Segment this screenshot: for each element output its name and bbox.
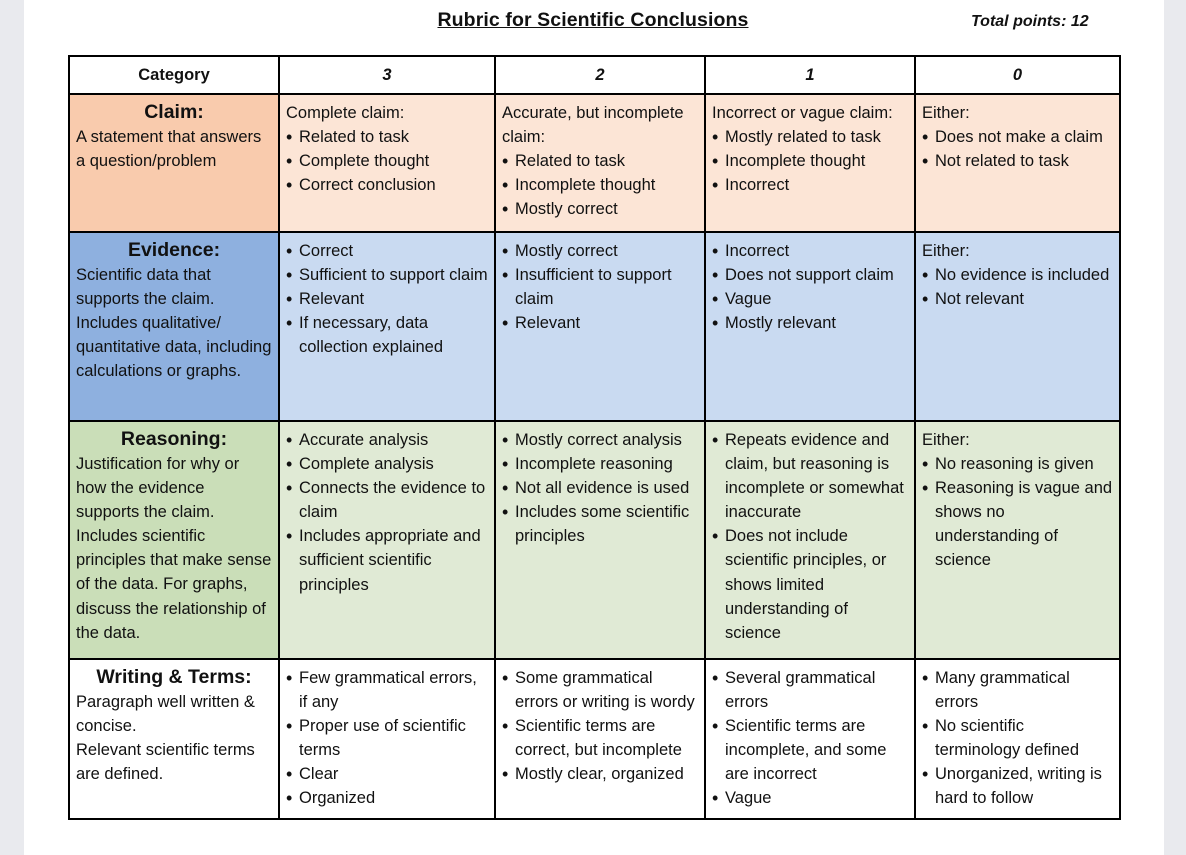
criteria-list <box>286 428 488 597</box>
category-description: Justification for why or how the evidence supports the claim. Includes scientific principles that make sense of the data. For graphs, discuss the relationship of the data. <box>76 455 272 642</box>
criteria-bullet: • Many grammatical errors <box>922 666 1113 714</box>
criteria-bullet: • Relevant <box>286 287 488 311</box>
criteria-cell-score-2 <box>495 94 705 232</box>
category-description: Scientific data that supports the claim. Includes qualitative/ quantitative data, including calculations or graphs. <box>76 266 272 381</box>
document-title: Rubric for Scientific Conclusions <box>437 9 749 31</box>
criteria-lead: Complete claim: <box>286 104 405 122</box>
category-title: Writing & Terms: <box>96 666 252 688</box>
criteria-bullet: • Scientific terms are incomplete, and some are incorrect <box>712 714 908 786</box>
criteria-cell-score-3 <box>279 232 495 421</box>
criteria-list <box>286 666 488 811</box>
criteria-cell-score-2 <box>495 232 705 421</box>
criteria-cell-score-1 <box>705 232 915 421</box>
criteria-cell-score-1 <box>705 659 915 819</box>
criteria-cell-score-3 <box>279 659 495 819</box>
criteria-list <box>922 666 1113 811</box>
criteria-bullet: • Includes some scientific principles <box>502 500 698 548</box>
criteria-cell-score-3 <box>279 94 495 232</box>
criteria-list <box>502 149 698 221</box>
criteria-bullet: • Clear <box>286 762 488 786</box>
criteria-bullet: • Insufficient to support claim <box>502 263 698 311</box>
criteria-list <box>922 452 1113 572</box>
total-points: Total points: 12 <box>971 13 1089 30</box>
criteria-bullet: • Incorrect <box>712 173 908 197</box>
criteria-list <box>502 666 698 786</box>
criteria-cell-score-3 <box>279 421 495 659</box>
criteria-bullet: • Mostly correct <box>502 239 698 263</box>
header-score-3: 3 <box>279 56 495 94</box>
criteria-bullet: • Scientific terms are correct, but incomplete <box>502 714 698 762</box>
criteria-list <box>286 239 488 359</box>
header-score-0: 0 <box>915 56 1120 94</box>
criteria-list <box>502 428 698 548</box>
criteria-cell-score-0 <box>915 94 1120 232</box>
category-description: Paragraph well written & concise. Relevant scientific terms are defined. <box>76 693 255 784</box>
category-title: Claim: <box>144 101 204 123</box>
criteria-bullet: • Complete analysis <box>286 452 488 476</box>
criteria-bullet: • Not related to task <box>922 149 1113 173</box>
rubric-row-claim <box>69 94 1120 232</box>
criteria-bullet: • Not relevant <box>922 287 1113 311</box>
criteria-bullet: • No reasoning is given <box>922 452 1113 476</box>
criteria-bullet: • Mostly correct analysis <box>502 428 698 452</box>
criteria-bullet: • Incomplete thought <box>712 149 908 173</box>
category-title: Reasoning: <box>120 428 228 450</box>
criteria-bullet: • Related to task <box>286 125 488 149</box>
criteria-lead: Either: <box>922 242 970 260</box>
criteria-list <box>712 428 908 645</box>
criteria-cell-score-2 <box>495 421 705 659</box>
category-description: A statement that answers a question/problem <box>76 128 262 171</box>
criteria-cell-score-1 <box>705 94 915 232</box>
rubric-row-evidence <box>69 232 1120 421</box>
criteria-cell-score-2 <box>495 659 705 819</box>
rubric-row-writing <box>69 659 1120 819</box>
criteria-bullet: • Repeats evidence and claim, but reasoning is incomplete or somewhat inaccurate <box>712 428 908 524</box>
criteria-bullet: • Correct <box>286 239 488 263</box>
criteria-cell-score-0 <box>915 232 1120 421</box>
criteria-bullet: • Organized <box>286 786 488 810</box>
criteria-list <box>502 239 698 335</box>
rubric-table <box>68 55 1121 820</box>
criteria-bullet: • Incomplete reasoning <box>502 452 698 476</box>
criteria-bullet: • Some grammatical errors or writing is wordy <box>502 666 698 714</box>
criteria-cell-score-0 <box>915 659 1120 819</box>
criteria-bullet: • Several grammatical errors <box>712 666 908 714</box>
criteria-list <box>712 239 908 335</box>
category-cell <box>69 94 279 232</box>
criteria-bullet: • Proper use of scientific terms <box>286 714 488 762</box>
criteria-bullet: • Few grammatical errors, if any <box>286 666 488 714</box>
criteria-cell-score-0 <box>915 421 1120 659</box>
criteria-list <box>922 263 1113 311</box>
criteria-bullet: • Vague <box>712 287 908 311</box>
criteria-bullet: • Relevant <box>502 311 698 335</box>
category-title: Evidence: <box>127 239 221 261</box>
criteria-bullet: • No scientific terminology defined <box>922 714 1113 762</box>
criteria-bullet: • No evidence is included <box>922 263 1113 287</box>
criteria-bullet: • Sufficient to support claim <box>286 263 488 287</box>
header-category: Category <box>69 56 279 94</box>
criteria-bullet: • Includes appropriate and sufficient scientific principles <box>286 524 488 596</box>
criteria-list <box>712 666 908 811</box>
criteria-bullet: • Mostly related to task <box>712 125 908 149</box>
criteria-bullet: • If necessary, data collection explained <box>286 311 488 359</box>
criteria-lead: Incorrect or vague claim: <box>712 104 893 122</box>
header-score-1: 1 <box>705 56 915 94</box>
criteria-bullet: • Connects the evidence to claim <box>286 476 488 524</box>
category-cell <box>69 421 279 659</box>
category-cell <box>69 232 279 421</box>
header-score-2: 2 <box>495 56 705 94</box>
criteria-lead: Accurate, but incomplete claim: <box>502 104 684 147</box>
criteria-bullet: • Accurate analysis <box>286 428 488 452</box>
criteria-bullet: • Does not support claim <box>712 263 908 287</box>
rubric-row-reasoning <box>69 421 1120 659</box>
criteria-list <box>286 125 488 197</box>
criteria-bullet: • Not all evidence is used <box>502 476 698 500</box>
criteria-bullet: • Mostly correct <box>502 197 698 221</box>
category-cell <box>69 659 279 819</box>
criteria-bullet: • Mostly relevant <box>712 311 908 335</box>
criteria-bullet: • Incorrect <box>712 239 908 263</box>
criteria-bullet: • Incomplete thought <box>502 173 698 197</box>
criteria-bullet: • Does not make a claim <box>922 125 1113 149</box>
criteria-bullet: • Does not include scientific principles, or shows limited understanding of science <box>712 524 908 644</box>
criteria-bullet: • Correct conclusion <box>286 173 488 197</box>
criteria-list <box>712 125 908 197</box>
criteria-lead: Either: <box>922 104 970 122</box>
criteria-list <box>922 125 1113 173</box>
criteria-lead: Either: <box>922 431 970 449</box>
criteria-bullet: • Mostly clear, organized <box>502 762 698 786</box>
header-row <box>69 56 1120 94</box>
criteria-bullet: • Unorganized, writing is hard to follow <box>922 762 1113 810</box>
criteria-bullet: • Vague <box>712 786 908 810</box>
criteria-cell-score-1 <box>705 421 915 659</box>
criteria-bullet: • Related to task <box>502 149 698 173</box>
criteria-bullet: • Complete thought <box>286 149 488 173</box>
criteria-bullet: • Reasoning is vague and shows no understanding of science <box>922 476 1113 572</box>
